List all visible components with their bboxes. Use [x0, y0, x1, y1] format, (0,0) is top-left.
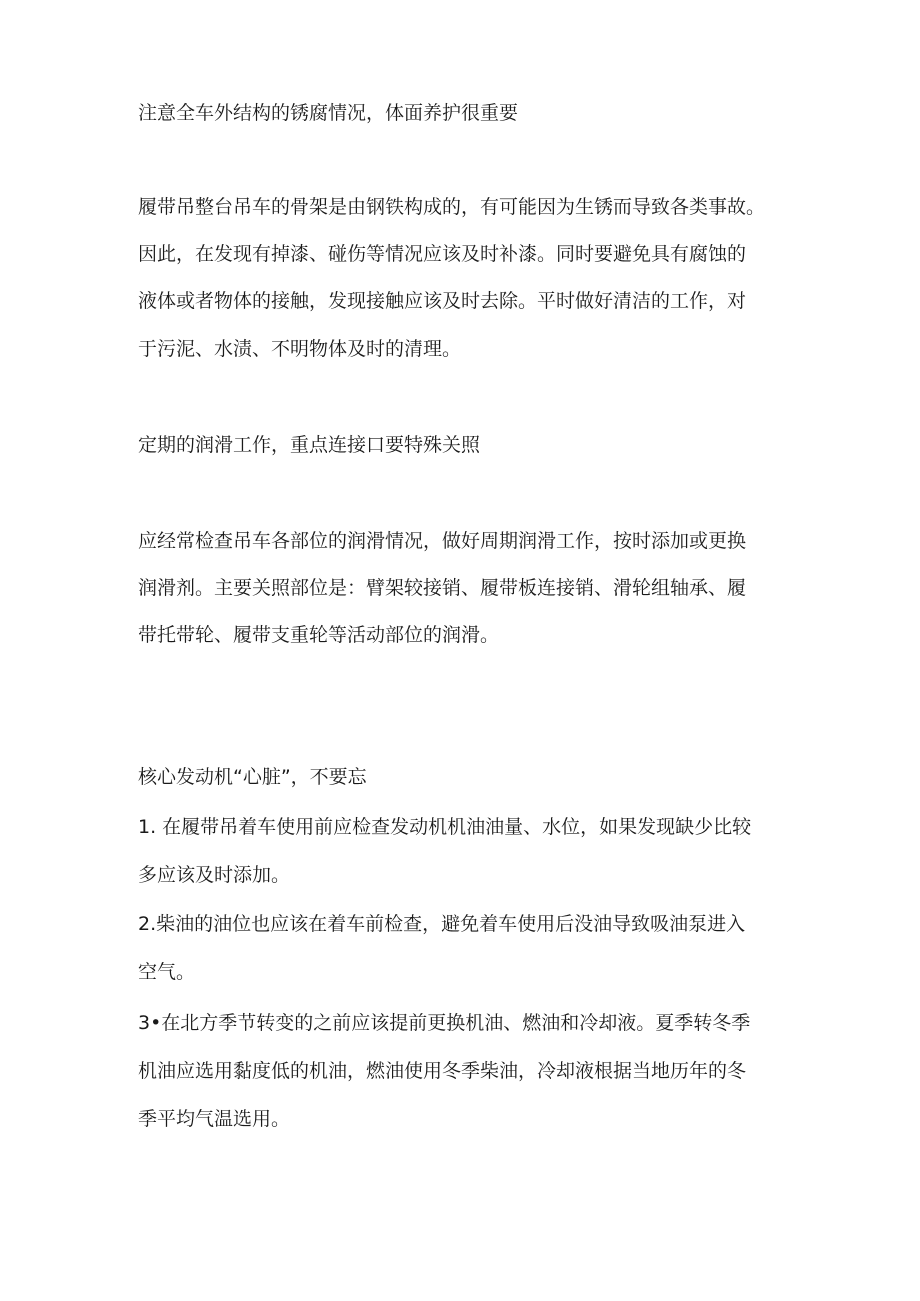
paragraph-line: 于污泥、水渍、不明物体及时的清理。 [138, 338, 462, 360]
paragraph-line: 因此，在发现有掉漆、碰伤等情况应该及时补漆。同时要避免具有腐蚀的 [138, 243, 747, 265]
section-heading-lubrication: 定期的润滑工作，重点连接口要特殊关照 [138, 434, 481, 456]
section-heading-rust: 注意全车外结构的锈腐情况，体面养护很重要 [138, 102, 519, 124]
paragraph-line: 带托带轮、履带支重轮等活动部位的润滑。 [138, 624, 500, 646]
list-item-line: 机油应选用黏度低的机油，燃油使用冬季柴油，冷却液根据当地历年的冬 [138, 1060, 747, 1082]
paragraph-line: 润滑剂。主要关照部位是：臂架较接销、履带板连接销、滑轮组轴承、履 [138, 577, 747, 599]
paragraph-line: 液体或者物体的接触，发现接触应该及时去除。平时做好清洁的工作，对 [138, 290, 747, 312]
list-item-line: 季平均气温选用。 [138, 1108, 291, 1130]
paragraph-line: 履带吊整台吊车的骨架是由钢铁构成的，有可能因为生锈而导致各类事故。 [138, 196, 766, 218]
section-heading-engine: 核心发动机“心脏”，不要忘 [138, 766, 367, 788]
list-item-line: 多应该及时添加。 [138, 864, 291, 886]
list-item-line: 3•在北方季节转变的之前应该提前更换机油、燃油和冷却液。夏季转冬季 [138, 1012, 751, 1034]
list-item-line: 2.柴油的油位也应该在着车前检查，避免着车使用后没油导致吸油泵进入 [138, 913, 746, 935]
paragraph-line: 应经常检查吊车各部位的润滑情况，做好周期润滑工作，按时添加或更换 [138, 530, 747, 552]
list-item-line: 1. 在履带吊着车使用前应检查发动机机油油量、水位，如果发现缺少比较 [138, 816, 752, 838]
list-item-line: 空气。 [138, 961, 196, 983]
